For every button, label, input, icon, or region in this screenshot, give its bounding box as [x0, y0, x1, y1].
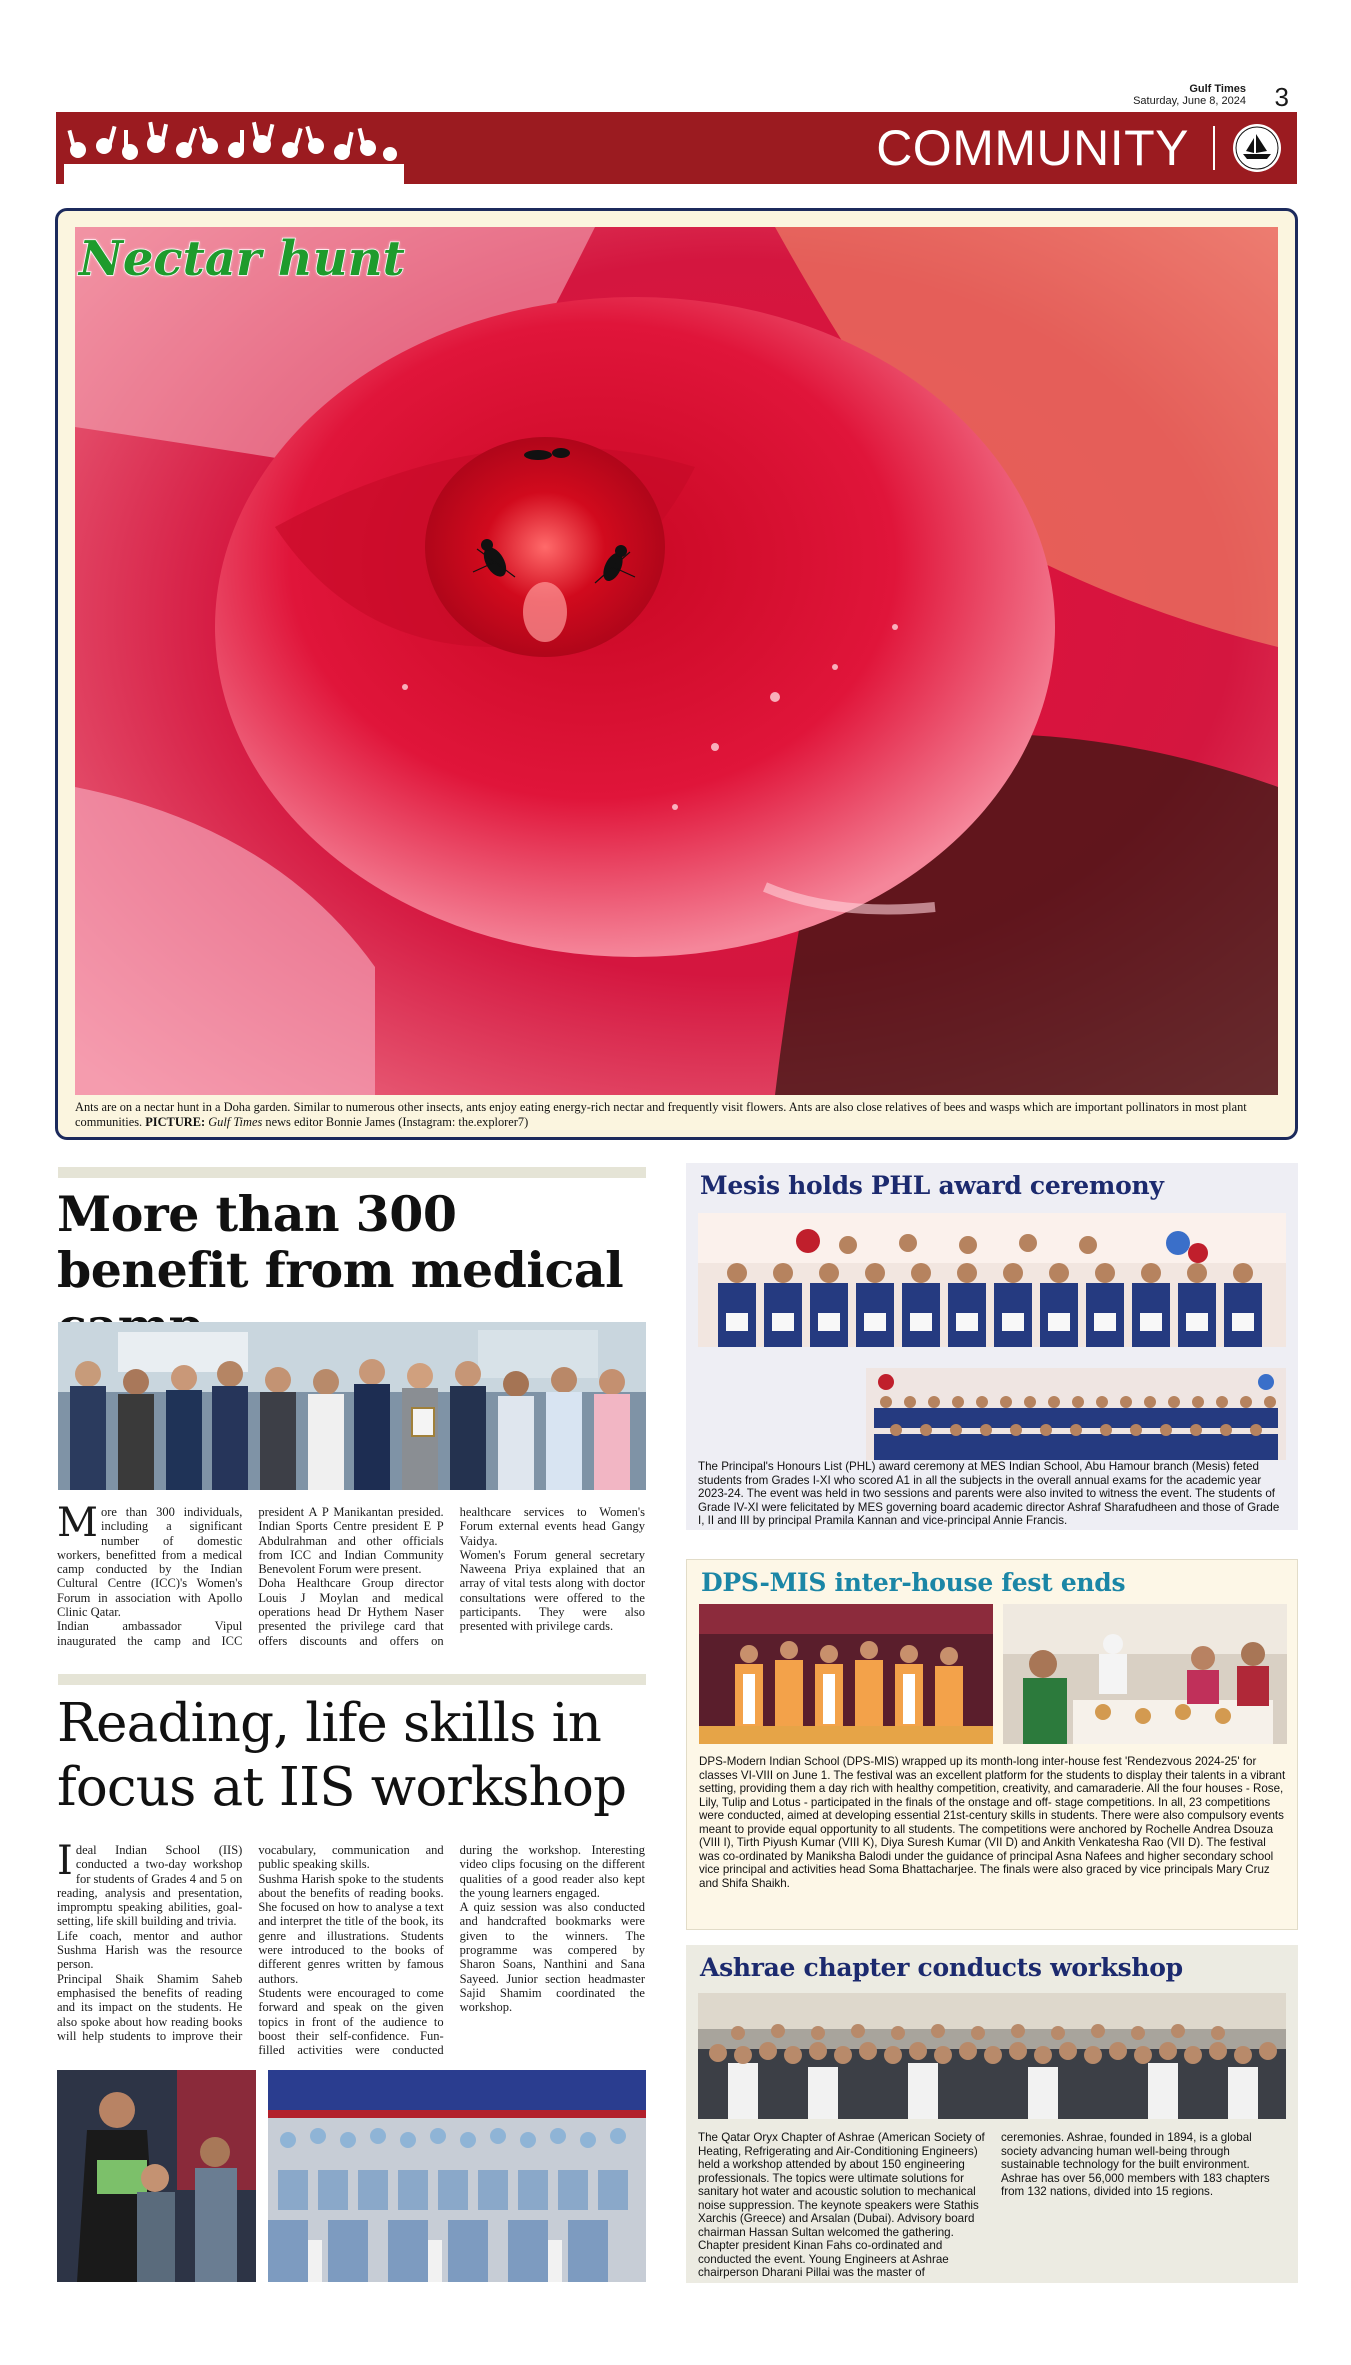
iis-workshop-body [57, 1838, 645, 2061]
iis-workshop-dropcap: I [57, 1838, 73, 1884]
ashrae-title: Ashrae chapter conducts workshop [700, 1953, 1183, 1982]
medical-camp-para-3: Doha Healthcare Group director Louis J Moylan and medical operations head Dr Hythem Naser presented the privilege card that offers discounts and offers on healthcare services to Women's Forum external events head Gangy Vaidya. [258, 1505, 645, 1648]
banner-divider [1213, 126, 1215, 170]
section-banner [56, 112, 1297, 184]
ashrae-photo-group [698, 1993, 1286, 2119]
mesis-text: The Principal's Honours List (PHL) award ceremony at MES Indian School, Abu Hamour branch (Mesis) feted students from Grades I-XI who scored A1 in all the subjects in the overall annual exams for the academic year 2023-24. The event was held in two sessions and parents were also invited to witness the event. The students of Grade IV-XI were felicitated by MES governing board academic director Ashraf Sharafudheen and those of Grade I, II and III by principal Pramila Kannan and vice-principal Annie Francis. [698, 1460, 1280, 1527]
medical-camp-para-1: ore than 300 individuals, including a significant number of domestic workers, benefitted from a medical camp conducted by the Indian Cultural Centre (ICC)'s Women's Forum in association with Apollo Clinic Qatar. [57, 1505, 243, 1620]
mesis-title: Mesis holds PHL award ceremony [700, 1171, 1164, 1200]
hero-caption-text: Ants are on a nectar hunt in a Doha garden. Similar to numerous other insects, ants enjoy eating energy-rich nectar and frequently visit flowers. Ants are also close relatives of bees and wasps which are important pollinators in most plant communities. [75, 1100, 1247, 1129]
hero-credit-label: PICTURE: [145, 1115, 206, 1129]
iis-workshop-para-5: Students were encouraged to come forward and speak on the given topics in front of the audience to boost their self-confidence. Fun-filled activities were conducted during the workshop. Interesting video clips focusing on the different qualities of a good reader also kept the young learners engaged. [258, 1843, 645, 2058]
dps-story-box [686, 1559, 1298, 1930]
masthead-info [1133, 84, 1246, 107]
hero-photo [75, 227, 1278, 1095]
page-number: 3 [1274, 82, 1289, 112]
dps-photo-food-stall [1003, 1604, 1287, 1744]
medical-camp-dropcap: M [57, 1500, 98, 1546]
cheering-crowd-icon [64, 120, 404, 184]
dps-text: DPS-Modern Indian School (DPS-MIS) wrapped up its month-long inter-house fest 'Rendezvous 2024-25' for classes VI-VIII on June 1. The festival was an excellent platform for the students to display their talents in a vibrant setting, providing them a day rich with healthy competition, creativity, and camaraderie. All the four houses - Rose, Lily, Tulip and Lotus - participated in the finals of the onstage and off- stage competitions. In all, 23 competitions were conducted, aimed at developing essential 21st-century skills in students. There were also compulsory events meant to provide equal opportunity to all students. The competitions were anchored by Rochelle Andrea Dsouza (VIII I), Tirth Piyush Kumar (VIII K), Diya Suresh Kumar (VII D) and Ankith Venkatesha Rao (VII D). The festival was co-ordinated by Maniksha Balodi under the guidance of principal Asna Nafees and higher secondary school vice principal and activities head Soma Bhattacharjee. The finals were also graced by vice principals Mary Cruz and Shifa Shaikh. [699, 1755, 1286, 1890]
iis-workshop-para-6: A quiz session was also conducted and handcrafted bookmarks were given to the winners. The programme was compered by Sharon Soans, Nanthini and Sana Sayeed. Junior section headmaster Sajid Shamim coordinated the workshop. [459, 1900, 645, 2015]
dps-photo-performers [699, 1604, 993, 1744]
section-title: COMMUNITY [876, 120, 1189, 176]
medical-camp-body [57, 1500, 645, 1655]
publication-name: Gulf Times [1189, 83, 1246, 95]
mesis-story-box [686, 1163, 1298, 1530]
hero-photo-frame [55, 208, 1298, 1140]
publication-date: Saturday, June 8, 2024 [1133, 94, 1246, 107]
iis-photo-audience [268, 2070, 646, 2282]
iis-photo-presenter [57, 2070, 256, 2282]
medical-camp-para-4: Women's Forum general secretary Naweena Priya explained that an array of vital tests along with doctor consultations were offered to the participants. They were also presented with privilege cards. [459, 1547, 645, 1634]
iis-workshop-para-1: deal Indian School (IIS) conducted a two-day workshop for students of Grades 4 and 5 on reading, analysis and presentation, impromptu speaking abilities, goal-setting, life skill building and trivia. [57, 1843, 243, 1929]
hero-title: Nectar hunt [79, 231, 405, 287]
flower-photo-illustration [75, 227, 1278, 1095]
iis-workshop-para-2: Life coach, mentor and author Sushma Harish was the resource person. [57, 1928, 243, 1972]
story-rule-iis [58, 1674, 646, 1685]
mesis-text-block [698, 1368, 1286, 1528]
medical-camp-para-2: Indian ambassador Vipul inaugurated the camp and ICC president A P Manikantan presided. Indian Sports Centre president E P Abdulrahman and other officials from ICC and Indian Community Benevolent Forum were present. [57, 1505, 444, 1648]
mesis-photo-wrap-spacer [698, 1368, 866, 1460]
mesis-photo-stage [698, 1213, 1286, 1347]
dhow-boat-icon [1233, 124, 1281, 172]
ashrae-story-box [686, 1945, 1298, 2283]
dps-title: DPS-MIS inter-house fest ends [701, 1568, 1126, 1597]
ashrae-text: The Qatar Oryx Chapter of Ashrae (American Society of Heating, Refrigerating and Air-Conditioning Engineers) held a workshop attended by about 150 engineering professionals. The topics were ultimate solutions for sanitary hot water and acoustic solution to mechanical noise suppression. The keynote speakers were Stathis Xarchis (Greece) and Arsalan (Dubai). Advisory board chairman Hassan Sultan welcomed the gathering. Chapter president Kinan Fahs co-ordinated and conducted the event. Young Engineers at Ashrae chairperson Dharani Pillai was the master of ceremonies. Ashrae, founded in 1894, is a global society advancing human well-being through sustainable technology for the built environment. Ashrae has over 56,000 members with 183 chapters from 132 nations, divided into 15 regions. [698, 2131, 1270, 2279]
story-rule-medical [58, 1167, 646, 1178]
mesis-photo-float-spacer [866, 1368, 1286, 1460]
iis-workshop-para-3: Principal Shaik Shamim Saheb emphasised the benefits of reading and its impact on the students. He also spoke about how reading books will help students to improve their vocabulary, communication and public speaking skills. [57, 1843, 444, 2043]
iis-workshop-para-4: Sushma Harish spoke to the students about the benefits of reading books. She focused on how to analyse a text and interpret the title of the book, its genre and illustrations. Students were introduced to the books of different genres written by famous authors. [258, 1871, 444, 1986]
medical-camp-headline: More than 300 benefit from medical [57, 1185, 624, 1299]
hero-credit-rest: news editor Bonnie James (Instagram: the.explorer7) [265, 1115, 529, 1129]
hero-caption [75, 1100, 1280, 1130]
iis-workshop-headline: Reading, life skills in focus at IIS workshop [57, 1693, 627, 1818]
hero-credit-source: Gulf Times [208, 1115, 263, 1129]
medical-camp-photo [58, 1322, 646, 1490]
